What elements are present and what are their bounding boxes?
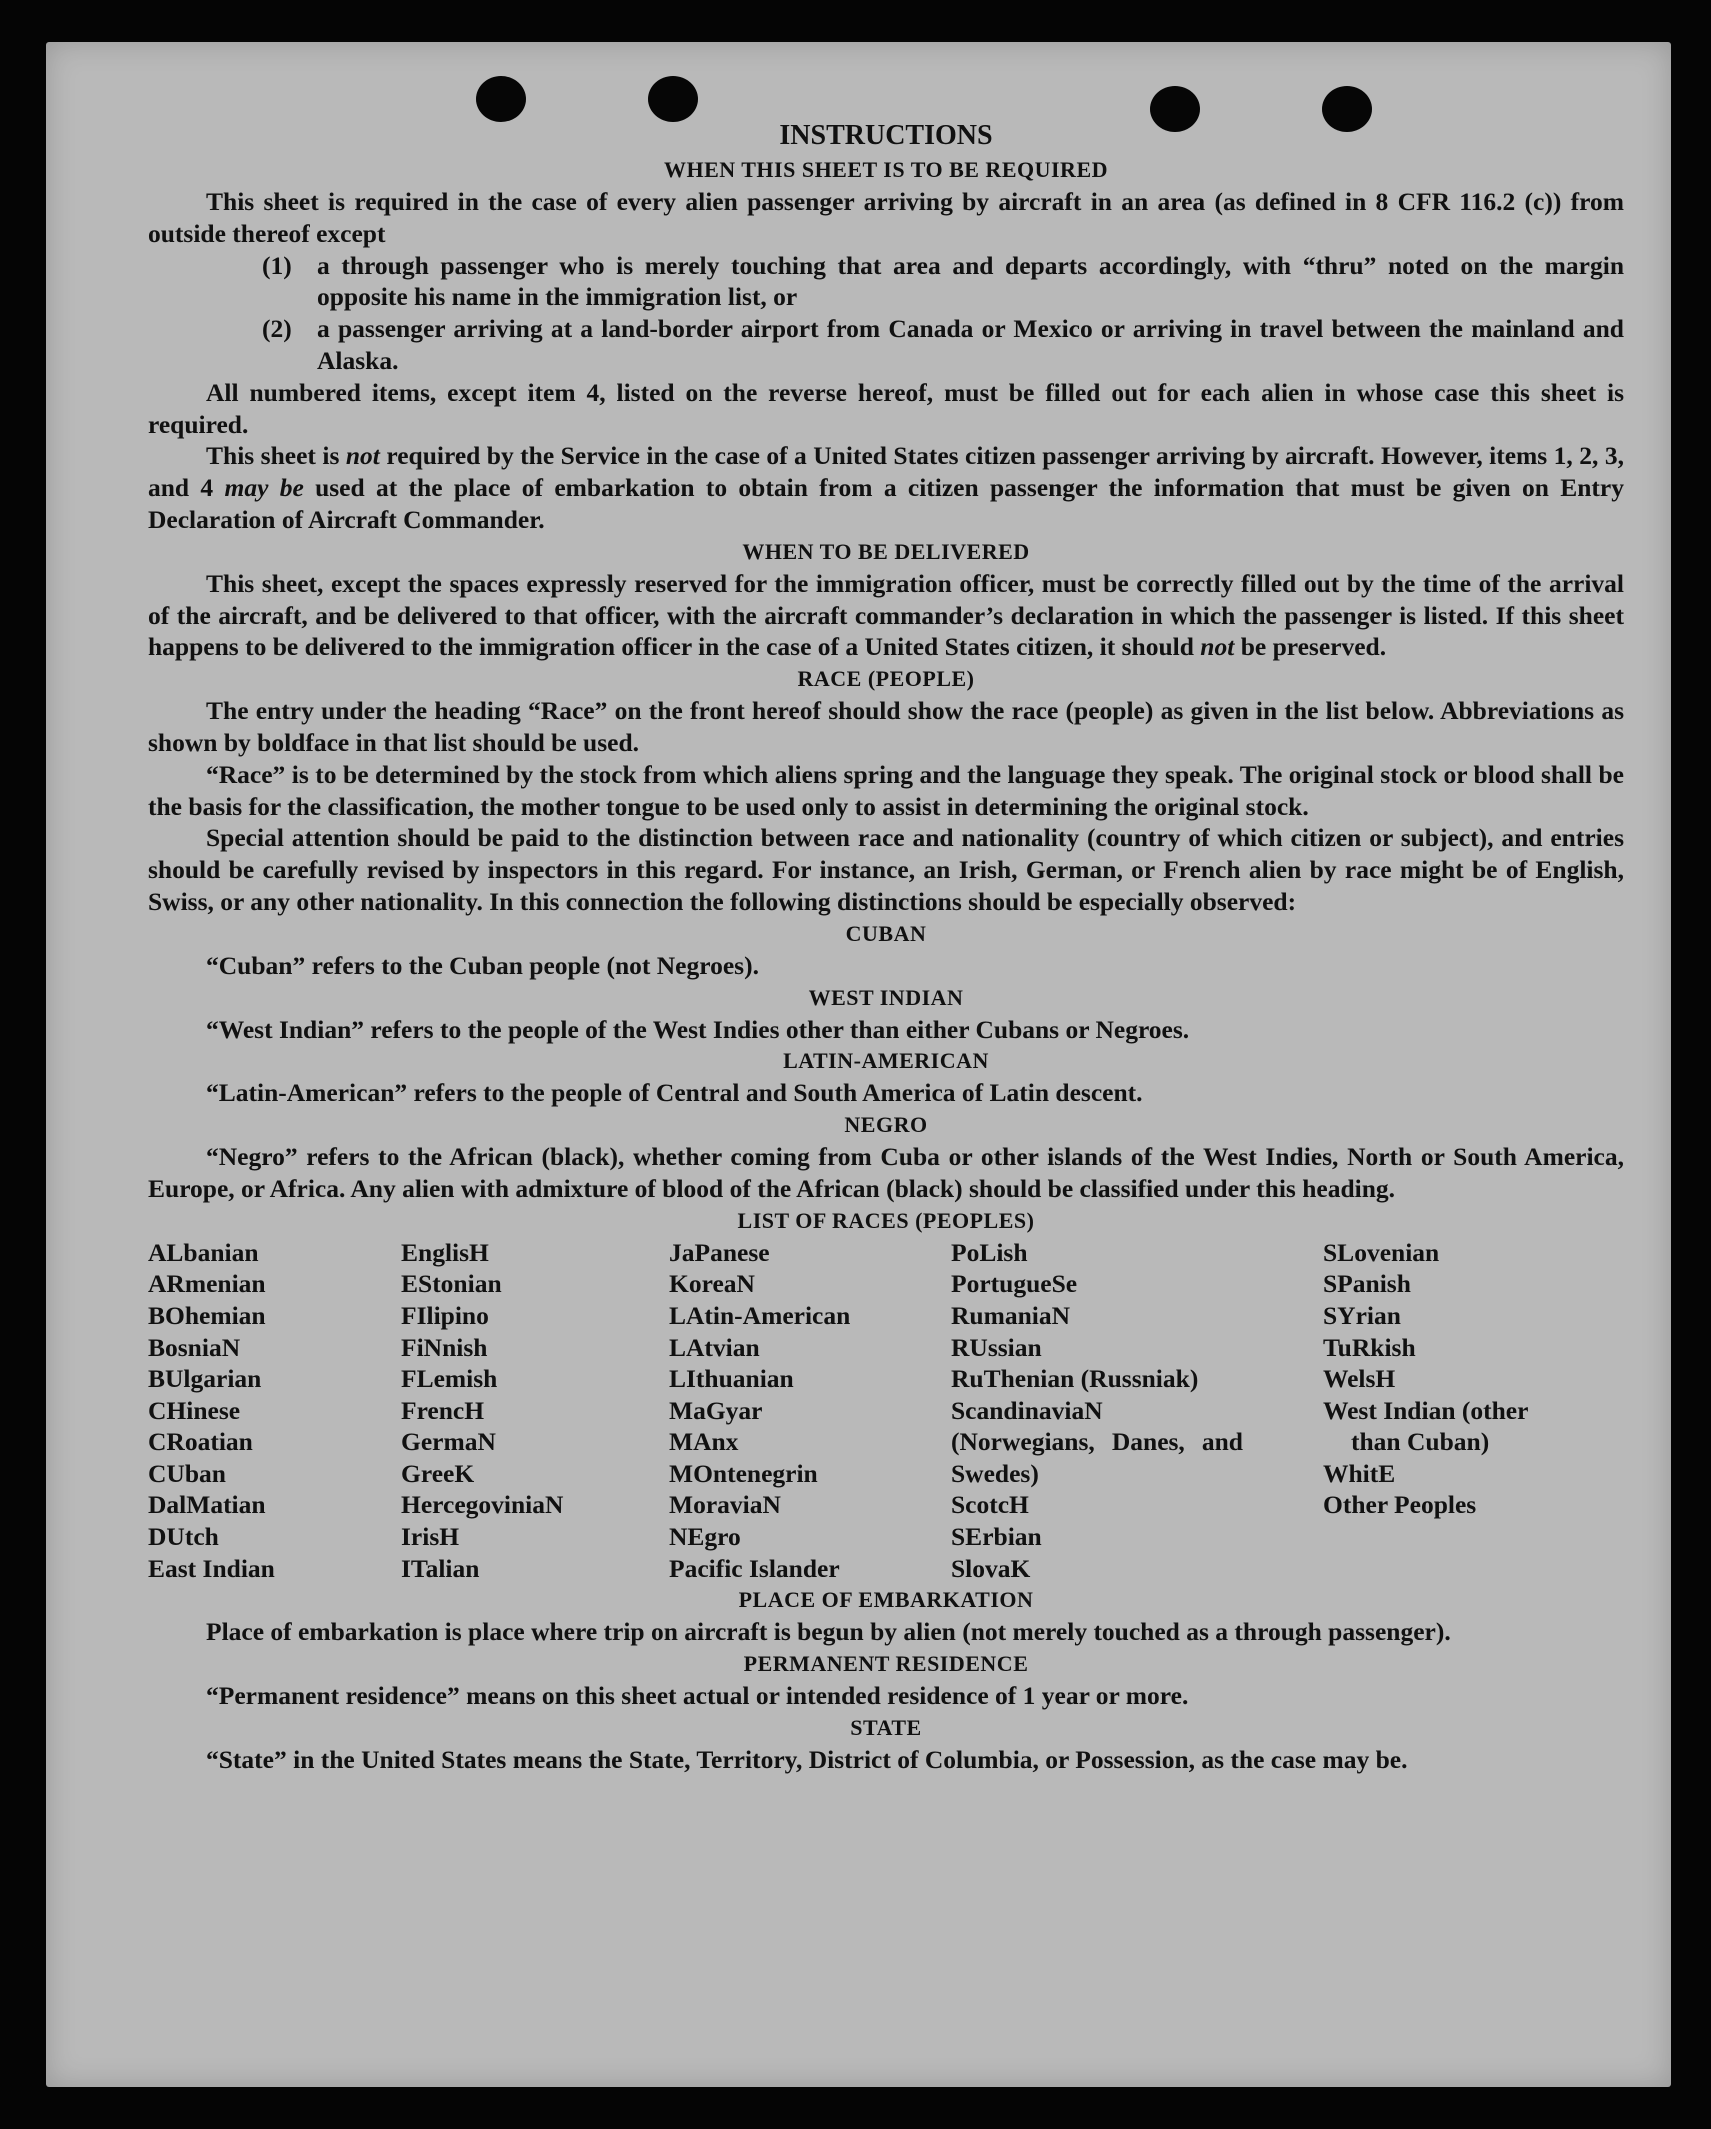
paragraph: “Cuban” refers to the Cuban people (not Negroes). (206, 950, 759, 980)
race-item: CRoatian (148, 1427, 253, 1457)
paragraph: “Race” is to be determined by the stock from which aliens spring and the language they speak. The original stock or blood shall be the basis for the classification, the mother tongue to be used only to assist in determining the original stock. (148, 759, 1624, 821)
race-item: Pacific Islander (669, 1553, 840, 1583)
race-item: SErbian (951, 1522, 1042, 1552)
race-item: NEgro (669, 1522, 741, 1552)
page-title: INSTRUCTIONS (779, 120, 993, 151)
race-item: DUtch (148, 1522, 219, 1552)
race-item: BOhemian (148, 1300, 266, 1330)
race-column (951, 1237, 1323, 1585)
section-heading: NEGRO (844, 1112, 928, 1138)
paragraph: “Permanent residence” means on this sheet actual or intended residence of 1 year or more. (206, 1681, 1189, 1711)
race-item: WhitE (1323, 1458, 1396, 1488)
paragraph: “Latin-American” refers to the people of Central and South America of Latin descent. (206, 1078, 1143, 1108)
race-item: SlovaK (951, 1553, 1031, 1583)
race-item: PoLish (951, 1237, 1028, 1267)
race-item: TuRkish (1323, 1332, 1416, 1362)
punch-hole (648, 76, 698, 122)
exception-item (262, 313, 1624, 377)
race-item: SPanish (1323, 1269, 1411, 1299)
race-item: ITalian (401, 1553, 480, 1583)
race-item: MoraviaN (669, 1490, 781, 1520)
paragraph: Place of embarkation is place where trip on aircraft is begun by alien (not merely touched as a through passenger). (206, 1617, 1451, 1647)
race-column (1323, 1237, 1624, 1585)
paragraph: This sheet is required in the case of every alien passenger arriving by aircraft in an area (as defined in 8 CFR 116.2 (c)) from outside thereof except (148, 187, 1624, 248)
race-list (148, 1237, 1624, 1585)
race-item: GermaN (401, 1427, 496, 1457)
race-item: CUban (148, 1458, 226, 1488)
race-item: EStonian (401, 1269, 502, 1299)
race-item: ALbanian (148, 1237, 259, 1267)
race-item: WelsH (1323, 1364, 1396, 1394)
section-heading: CUBAN (845, 920, 927, 946)
section-heading: PERMANENT RESIDENCE (743, 1651, 1029, 1677)
race-item: FiNnish (401, 1332, 488, 1362)
paragraph: This sheet, except the spaces expressly reserved for the immigration officer, must be correctly filled out by the time of the arrival of the aircraft, and be delivered to that officer, with the aircraft commander’s declaration in which the passenger is listed. If this sheet happens to be delivered to the immigration officer in the case of a United States citizen, it should not be preserved. (148, 568, 1624, 662)
race-item: RumaniaN (951, 1300, 1071, 1330)
race-item: LAtvian (669, 1332, 760, 1362)
race-item: LAtin-American (669, 1300, 851, 1330)
race-item: BosniaN (148, 1332, 241, 1362)
race-item: CHinese (148, 1395, 241, 1425)
race-item: ScandinaviaN (Norwegians, Danes, and Swedes) (951, 1395, 1243, 1488)
race-item: LIthuanian (669, 1364, 794, 1394)
race-column (669, 1237, 951, 1585)
race-item: Other Peoples (1323, 1490, 1477, 1520)
paragraph: All numbered items, except item 4, listed on the reverse hereof, must be filled out for each alien in whose case this sheet is required. (148, 377, 1624, 439)
race-item: DalMatian (148, 1490, 266, 1520)
section-heading: PLACE OF EMBARKATION (738, 1587, 1034, 1613)
race-item: FIlipino (401, 1300, 489, 1330)
race-item: GreeK (401, 1458, 475, 1488)
race-item: SLovenian (1323, 1237, 1440, 1267)
race-item: MaGyar (669, 1395, 763, 1425)
race-item: MAnx (669, 1427, 739, 1457)
exception-text: a passenger arriving at a land-border airport from Canada or Mexico or arriving in travel between the mainland and Alaska. (317, 314, 1624, 375)
race-item: PortugueSe (951, 1269, 1078, 1299)
race-item: BUlgarian (148, 1364, 262, 1394)
paragraph: Special attention should be paid to the distinction between race and nationality (country of which citizen or subject), and entries should be carefully revised by inspectors in this regard. For instance, an Irish, German, or French alien by race might be of English, Swiss, or any other nationality. In this connection the following distinctions should be especially observed: (148, 823, 1624, 916)
exception-text: a through passenger who is merely touching that area and departs accordingly, with “thru” noted on the margin opposite his name in the immigration list, or (317, 250, 1624, 312)
race-item: RuThenian (Russniak) (951, 1364, 1199, 1394)
instructions-text (148, 118, 1624, 1776)
race-item: than Cuban) (1351, 1427, 1490, 1457)
paragraph: “Negro” refers to the African (black), whether coming from Cuba or other islands of the West Indies, North or South America, Europe, or Africa. Any alien with admixture of blood of the African (black) should be classified under this heading. (148, 1142, 1624, 1203)
document-page (46, 42, 1671, 2087)
race-column (148, 1237, 401, 1585)
race-item: SYrian (1323, 1300, 1401, 1330)
punch-hole (476, 76, 526, 122)
section-heading: WEST INDIAN (808, 984, 964, 1010)
race-item: EnglisH (401, 1237, 489, 1267)
paragraph: This sheet is not required by the Service in the case of a United States citizen passenger arriving by aircraft. However, items 1, 2, 3, and 4 may be used at the place of embarkation to obtain from a citizen passenger the information that must be given on Entry Declaration of Aircraft Commander. (148, 441, 1624, 534)
race-item: West Indian (other (1323, 1395, 1529, 1425)
race-item: ARmenian (148, 1269, 266, 1299)
paragraph: The entry under the heading “Race” on the front hereof should show the race (people) as given in the list below. Abbreviations as shown by boldface in that list should be used. (148, 696, 1624, 757)
race-item: IrisH (401, 1522, 460, 1552)
race-item: KoreaN (669, 1269, 755, 1299)
section-heading: LIST OF RACES (PEOPLES) (737, 1207, 1035, 1233)
paragraph: “West Indian” refers to the people of the West Indies other than either Cubans or Negroes. (206, 1014, 1190, 1044)
paragraph: “State” in the United States means the State, Territory, District of Columbia, or Possession, as the case may be. (206, 1744, 1408, 1774)
race-item: East Indian (148, 1553, 275, 1583)
section-heading: WHEN TO BE DELIVERED (742, 538, 1030, 564)
race-item: RUssian (951, 1332, 1042, 1362)
race-column (401, 1237, 669, 1585)
exception-number: (1) (262, 250, 292, 280)
race-item: MOntenegrin (669, 1458, 818, 1488)
section-heading: WHEN THIS SHEET IS TO BE REQUIRED (663, 157, 1109, 182)
race-item: HercegoviniaN (401, 1490, 564, 1520)
section-heading: RACE (PEOPLE) (797, 666, 975, 692)
race-item: JaPanese (669, 1237, 770, 1267)
race-item: FrencH (401, 1395, 485, 1425)
race-item: FLemish (401, 1364, 498, 1394)
exception-item (262, 250, 1624, 314)
exception-number: (2) (262, 314, 292, 344)
section-heading: LATIN-AMERICAN (783, 1048, 989, 1074)
section-heading: STATE (850, 1714, 922, 1740)
race-item: ScotcH (951, 1490, 1029, 1520)
